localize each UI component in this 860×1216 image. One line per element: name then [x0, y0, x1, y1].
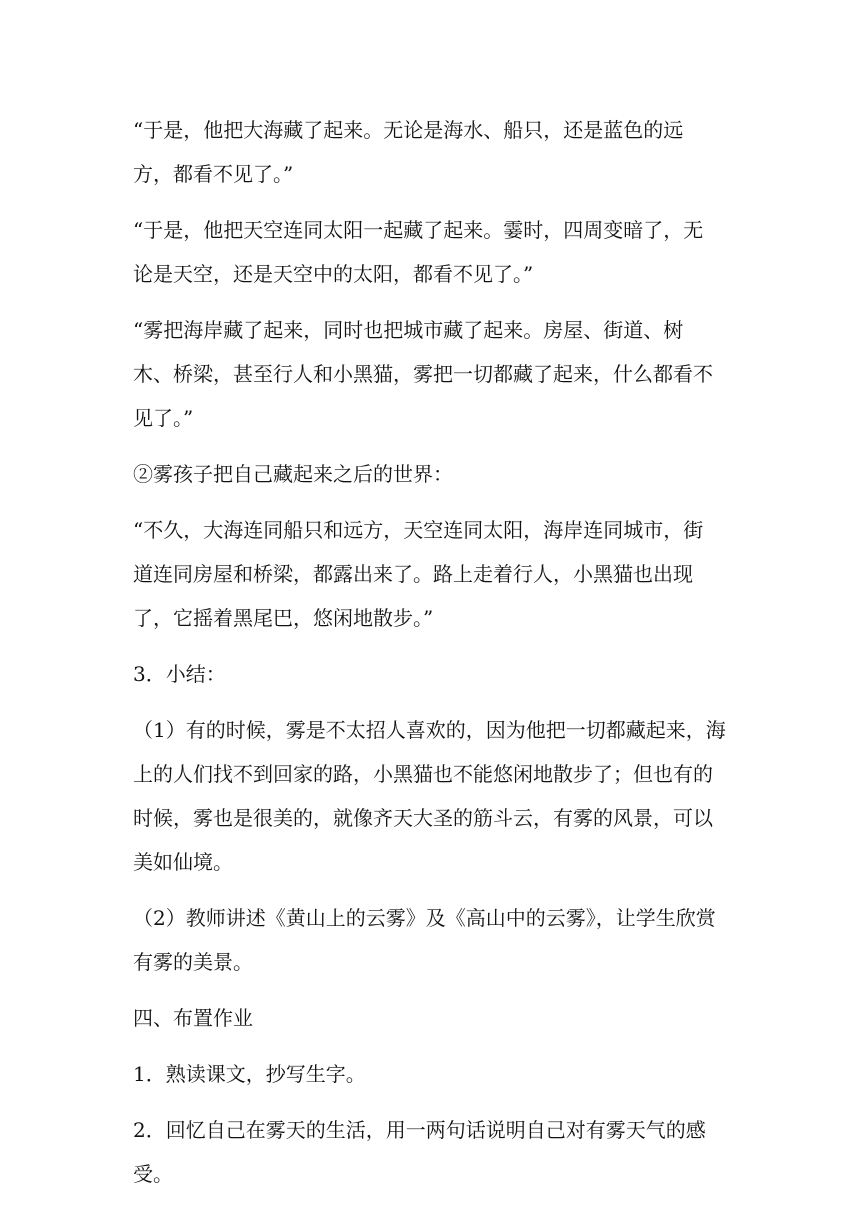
text-line: 美如仙境。: [133, 850, 233, 874]
summary-heading: [133, 652, 743, 696]
text-line: 四、布置作业: [133, 1006, 253, 1030]
quote-coast-city-hidden: [133, 308, 743, 440]
homework-item-1: [133, 1052, 743, 1096]
text-line: “于是，他把天空连同太阳一起藏了起来。霎时，四周变暗了，无: [133, 218, 704, 242]
homework-heading: [133, 996, 743, 1040]
text-line: （1）有的时候，雾是不太招人喜欢的，因为他把一切都藏起来，海: [133, 718, 726, 742]
text-line: 受。: [133, 1162, 173, 1186]
text-line: ②雾孩子把自己藏起来之后的世界：: [133, 462, 453, 486]
text-line: 木、桥梁，甚至行人和小黑猫，雾把一切都藏了起来，什么都看不: [133, 362, 713, 386]
text-line: 有雾的美景。: [133, 950, 253, 974]
text-line: 论是天空，还是天空中的太阳，都看不见了。”: [133, 262, 534, 286]
summary-point-1: [133, 708, 743, 884]
quote-sky-hidden: [133, 208, 743, 296]
text-line: 道连同房屋和桥梁，都露出来了。路上走着行人，小黑猫也出现: [133, 562, 693, 586]
section-heading-world-after: [133, 452, 743, 496]
text-line: 3．小结：: [133, 662, 226, 686]
quote-sea-hidden: [133, 108, 743, 196]
text-line: 1．熟读课文，抄写生字。: [133, 1062, 366, 1086]
quote-world-reappears: [133, 508, 743, 640]
text-line: “雾把海岸藏了起来，同时也把城市藏了起来。房屋、街道、树: [133, 318, 684, 342]
text-line: “不久，大海连同船只和远方，天空连同太阳，海岸连同城市，街: [133, 518, 704, 542]
text-line: 了，它摇着黑尾巴，悠闲地散步。”: [133, 606, 434, 630]
homework-item-2: [133, 1108, 743, 1196]
text-line: 2．回忆自己在雾天的生活，用一两句话说明自己对有雾天气的感: [133, 1118, 706, 1142]
text-line: 上的人们找不到回家的路，小黑猫也不能悠闲地散步了；但也有的: [133, 762, 713, 786]
text-line: （2）教师讲述《黄山上的云雾》及《高山中的云雾》，让学生欣赏: [133, 906, 716, 930]
text-line: 见了。”: [133, 406, 194, 430]
text-line: “于是，他把大海藏了起来。无论是海水、船只，还是蓝色的远: [133, 118, 684, 142]
document-body: [133, 108, 743, 1208]
summary-point-2: [133, 896, 743, 984]
text-line: 时候，雾也是很美的，就像齐天大圣的筋斗云，有雾的风景，可以: [133, 806, 713, 830]
text-line: 方，都看不见了。”: [133, 162, 294, 186]
